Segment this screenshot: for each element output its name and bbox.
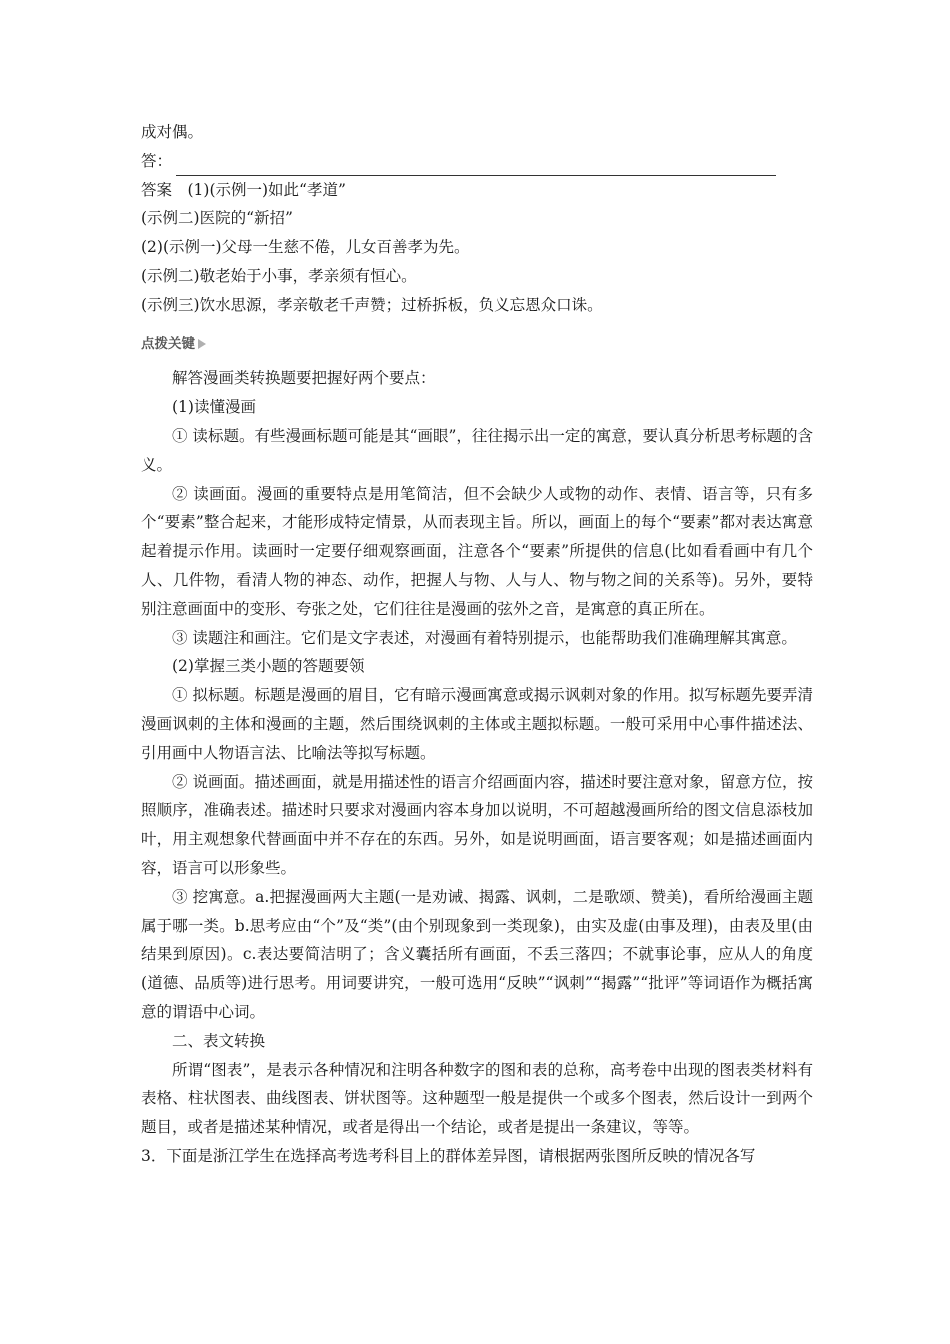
badge-label: 点拨关键 (141, 335, 195, 352)
answer-line-4: (示例二)敬老始于小事，孝亲须有恒心。 (141, 266, 417, 285)
key-points-badge (141, 330, 813, 359)
answer-line-2: (示例二)医院的“新招” (141, 209, 293, 228)
answer-line-1: 答案 (1)(示例一)如此“孝道” (141, 180, 346, 199)
paragraph: ① 拟标题。标题是漫画的眉目，它有暗示漫画寓意或揭示讽刺对象的作用。拟写标题先要弄清漫画讽刺的主体和漫画的主题，然后围绕讽刺的主体或主题拟标题。一般可采用中心事件描述法、引用画中人物语言法、比喻法等拟写标题。 (141, 686, 813, 762)
paragraph: ① 读标题。有些漫画标题可能是其“画眼”，往往揭示出一定的寓意，要认真分析思考标题的含义。 (141, 426, 813, 474)
section-heading: (1)读懂漫画 (172, 398, 256, 417)
answer-underline[interactable] (176, 157, 776, 176)
question-3: 3．下面是浙江学生在选择高考选考科目上的群体差异图，请根据两张图所反映的情况各写 (141, 1146, 756, 1165)
document-content (141, 118, 813, 1171)
answer-line-3: (2)(示例一)父母一生慈不倦，儿女百善孝为先。 (141, 238, 470, 257)
answer-blank-line (141, 147, 813, 176)
paragraph: ② 读画面。漫画的重要特点是用笔简洁，但不会缺少人或物的动作、表情、语言等，只有多个“要素”整合起来，才能形成特定情景，从而表现主旨。所以，画面上的每个“要素”都对表达寓意起着提示作用。读画时一定要仔细观察画面，注意各个“要素”所提供的信息(比如看看画中有几个人、几件物，看清人物的神态、动作，把握人与物、人与人、物与物之间的关系等)。另外，要特别注意画面中的变形、夸张之处，它们往往是漫画的弦外之音，是寓意的真正所在。 (141, 484, 813, 618)
text-line: 成对偶。 (141, 123, 204, 141)
paragraph: ③ 挖寓意。a.把握漫画两大主题(一是劝诫、揭露、讽刺，二是歌颂、赞美)，看所给漫画主题属于哪一类。b.思考应由“个”及“类”(由个别现象到一类现象)，由实及虚(由事及理)，由表及里(由结果到原因)。c.表达要简洁明了；含义囊括所有画面，不丢三落四；不就事论事，应从人的角度(道德、品质等)进行思考。用词要讲究，一般可选用“反映”“讽刺”“揭露”“批评”等词语作为概括寓意的谓语中心词。 (141, 887, 813, 1021)
section-heading: (2)掌握三类小题的答题要领 (172, 657, 365, 676)
section-heading: 二、表文转换 (172, 1031, 266, 1050)
paragraph: ③ 读题注和画注。它们是文字表述，对漫画有着特别提示，也能帮助我们准确理解其寓意。 (172, 628, 797, 647)
answer-line-5: (示例三)饮水思源，孝亲敬老千声赞；过桥拆板，负义忘恩众口诛。 (141, 295, 603, 314)
paragraph: 所谓“图表”，是表示各种情况和注明各种数字的图和表的总称，高考卷中出现的图表类材料有表格、柱状图表、曲线图表、饼状图等。这种题型一般是提供一个或多个图表，然后设计一到两个题目，或者是描述某种情况，或者是得出一个结论，或者是提出一条建议，等等。 (141, 1060, 813, 1137)
answer-prompt: 答： (141, 151, 173, 170)
triangle-right-icon (198, 339, 206, 349)
paragraph: 解答漫画类转换题要把握好两个要点： (172, 369, 436, 388)
paragraph: ② 说画面。描述画面，就是用描述性的语言介绍画面内容，描述时要注意对象，留意方位，按照顺序，准确表述。描述时只要求对漫画内容本身加以说明，不可超越漫画所给的图文信息添枝加叶，用主观想象代替画面中并不存在的东西。另外，如是说明画面，语言要客观；如是描述画面内容，语言可以形象些。 (141, 772, 813, 877)
